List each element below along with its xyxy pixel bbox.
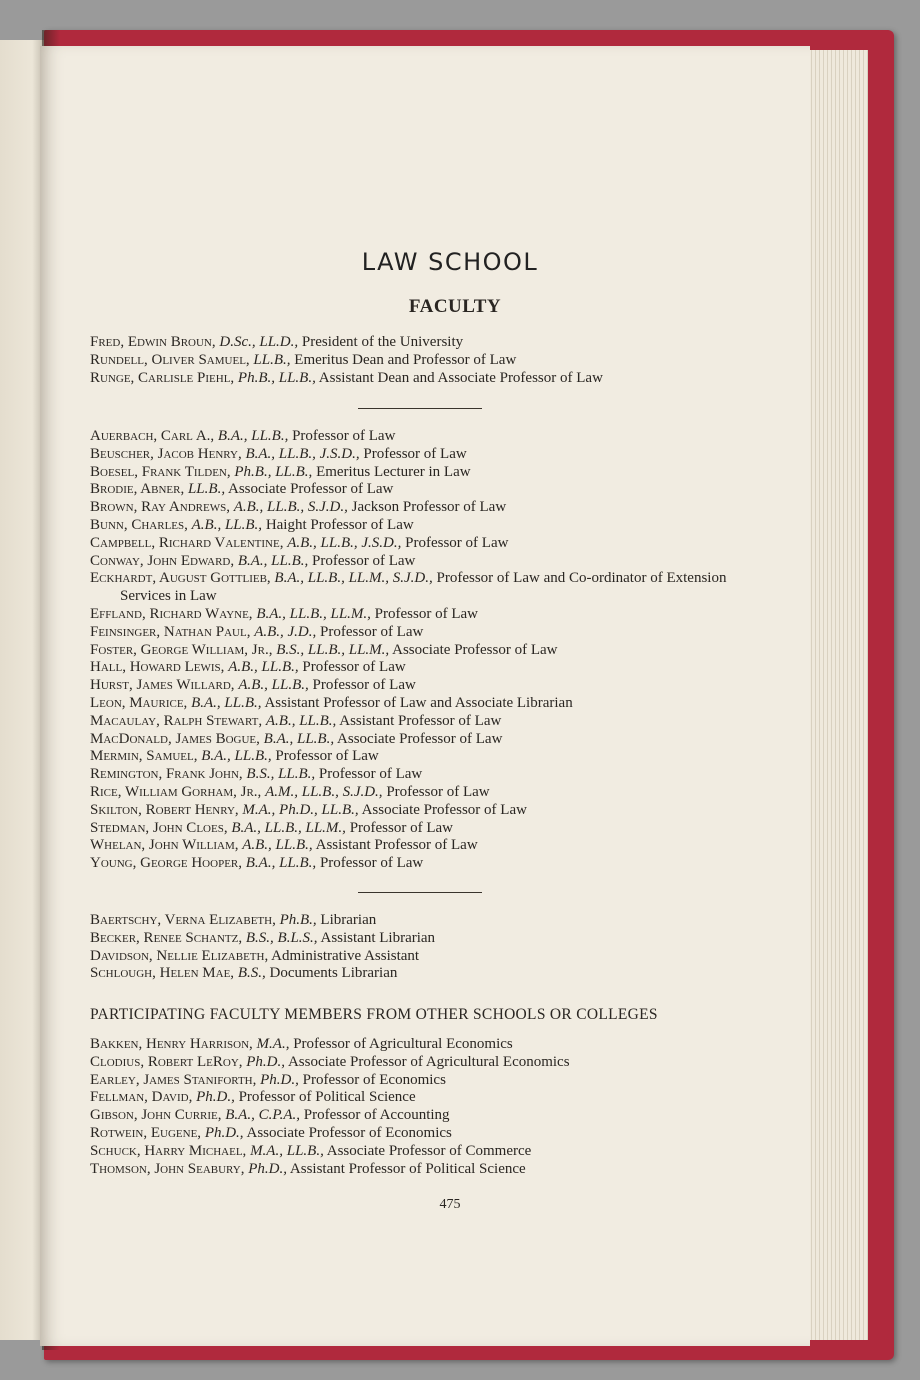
listing-entry [90, 820, 770, 838]
position-title: Emeritus Dean and Professor of Law [294, 351, 517, 368]
person-name: Davidson, Nellie Elizabeth, [90, 947, 269, 964]
position-title: Emeritus Lecturer in Law [316, 463, 471, 480]
degrees: A.B., J.D., [254, 623, 317, 640]
position-title: Professor of Economics [302, 1071, 446, 1088]
degrees: B.A., LL.B., [237, 552, 309, 569]
person-name: Feinsinger, Nathan Paul, [90, 623, 251, 640]
degrees: B.A., LL.B., [263, 730, 335, 747]
person-name: Baertschy, Verna Elizabeth, [90, 912, 276, 928]
person-name: Stedman, John Cloes, [90, 819, 228, 836]
position-title: Professor of Law [363, 445, 467, 462]
listing-entry [90, 802, 770, 820]
page-number: 475 [439, 1197, 461, 1212]
degrees: B.S., LL.B., [246, 766, 316, 783]
degrees: A.M., LL.B., S.J.D., [265, 783, 383, 800]
person-name: Beuscher, Jacob Henry, [90, 445, 242, 462]
degrees: A.B., LL.B., [228, 659, 299, 676]
person-name: Leon, Maurice, [90, 694, 188, 711]
listing-entry [90, 1161, 770, 1179]
person-name: Rundell, Oliver Samuel, [90, 351, 250, 368]
listing-entry [90, 428, 770, 446]
person-name: Brown, Ray Andrews, [90, 499, 230, 516]
degrees: B.A., LL.B., LL.M., [256, 605, 371, 622]
person-name: Mermin, Samuel, [90, 748, 198, 765]
position-title: Professor of Law [319, 855, 424, 872]
person-name: Gibson, John Currie, [90, 1107, 222, 1124]
person-name: Campbell, Richard Valentine, [90, 534, 284, 551]
person-name: Runge, Carlisle Piehl, [90, 369, 235, 386]
person-name: Remington, Frank John, [90, 766, 243, 783]
degrees: A.B., LL.B., J.S.D., [287, 534, 402, 551]
position-title: Professor of Law [292, 428, 396, 444]
listing-entry [90, 695, 770, 713]
listing-entry [90, 553, 770, 571]
degrees: LL.B., [187, 481, 226, 498]
listing-entry [90, 1107, 770, 1125]
position-title: Associate Professor of Law [228, 481, 394, 498]
position-title: Administrative Assistant [271, 947, 420, 964]
position-title: President of the University [301, 334, 464, 350]
position-title: Assistant Professor of Law [315, 837, 478, 854]
person-name: Clodius, Robert LeRoy, [90, 1053, 243, 1070]
degrees: B.A., LL.B., [191, 694, 262, 711]
degrees: A.B., LL.B., [238, 677, 309, 694]
listing-entry [90, 642, 770, 660]
listing-entry [90, 624, 770, 642]
listing-entry [90, 855, 770, 873]
person-name: Fred, Edwin Broun, [90, 334, 216, 350]
person-name: Macaulay, Ralph Stewart, [90, 712, 263, 729]
listing-entry [90, 930, 770, 948]
position-title: Professor of Law and Co-ordinator of Extension Services in Law [120, 570, 727, 605]
person-name: Bakken, Henry Harrison, [90, 1036, 253, 1052]
participating-heading: PARTICIPATING FACULTY MEMBERS FROM OTHER SCHOOLS OR COLLEGES [90, 1006, 658, 1023]
person-name: Earley, James Staniforth, [90, 1071, 257, 1088]
degrees: M.A., LL.B., [250, 1142, 324, 1159]
listing-entry [90, 499, 770, 517]
position-title: Professor of Law [302, 659, 406, 676]
degrees: A.B., LL.B., [265, 712, 337, 729]
section-divider [358, 408, 482, 409]
listing-entry [90, 948, 770, 966]
degrees: Ph.D., [260, 1071, 299, 1088]
listing-entry [90, 1072, 770, 1090]
position-title: Professor of Law [320, 623, 424, 640]
listing-entry [90, 1125, 770, 1143]
degrees: B.A., LL.B., LL.M., S.J.D., [274, 570, 433, 587]
section-divider [358, 892, 482, 893]
listing-entry [90, 446, 770, 464]
page-content [40, 46, 810, 1346]
position-title: Professor of Agricultural Economics [293, 1036, 513, 1052]
listing-entry [90, 731, 770, 749]
listing-entry [90, 1089, 770, 1107]
degrees: Ph.D., [248, 1160, 287, 1177]
person-name: Schlough, Helen Mae, [90, 965, 235, 982]
participating-faculty-list [90, 1036, 770, 1178]
listing-entry [90, 606, 770, 624]
position-title: Assistant Professor of Law [339, 712, 502, 729]
listing-entry [90, 1036, 770, 1054]
person-name: Fellman, David, [90, 1089, 193, 1106]
person-name: MacDonald, James Bogue, [90, 730, 260, 747]
position-title: Associate Professor of Law [337, 730, 503, 747]
position-title: Professor of Law [405, 534, 509, 551]
listing-entry [90, 784, 770, 802]
degrees: Ph.B., [279, 912, 317, 928]
listing-entry [90, 837, 770, 855]
faculty-heading: FACULTY [408, 296, 502, 317]
person-name: Rice, William Gorham, Jr., [90, 783, 262, 800]
listing-entry [90, 912, 770, 930]
position-title: Assistant Librarian [320, 929, 436, 946]
degrees: Ph.B., LL.B., [234, 463, 313, 480]
position-title: Professor of Law [349, 819, 453, 836]
person-name: Effland, Richard Wayne, [90, 605, 253, 622]
position-title: Professor of Law [374, 605, 478, 622]
degrees: M.A., [256, 1036, 290, 1052]
degrees: B.S., B.L.S., [245, 929, 318, 946]
person-name: Young, George Hooper, [90, 855, 242, 872]
degrees: Ph.B., LL.B., [237, 369, 316, 386]
degrees: B.A., C.P.A., [225, 1107, 300, 1124]
position-title: Professor of Law [386, 783, 490, 800]
person-name: Brodie, Abner, [90, 481, 185, 498]
listing-entry [90, 1143, 770, 1161]
position-title: Professor of Law [312, 677, 416, 694]
position-title: Associate Professor of Law [361, 801, 527, 818]
degrees: D.Sc., LL.D., [219, 334, 299, 350]
person-name: Foster, George William, Jr., [90, 641, 273, 658]
listing-entry [90, 464, 770, 482]
person-name: Whelan, John William, [90, 837, 239, 854]
person-name: Auerbach, Carl A., [90, 428, 215, 444]
position-title: Jackson Professor of Law [351, 499, 507, 516]
listing-entry [90, 517, 770, 535]
person-name: Boesel, Frank Tilden, [90, 463, 231, 480]
person-name: Bunn, Charles, [90, 516, 188, 533]
degrees: A.B., LL.B., [242, 837, 313, 854]
officers-list [90, 334, 770, 387]
person-name: Thomson, John Seabury, [90, 1160, 245, 1177]
position-title: Professor of Law [318, 766, 423, 783]
listing-entry [90, 370, 770, 388]
person-name: Hurst, James Willard, [90, 677, 235, 694]
position-title: Documents Librarian [269, 965, 398, 982]
listing-entry [90, 677, 770, 695]
degrees: B.A., LL.B., [201, 748, 272, 765]
position-title: Professor of Law [312, 552, 416, 569]
person-name: Skilton, Robert Henry, [90, 801, 239, 818]
listing-entry [90, 713, 770, 731]
position-title: Associate Professor of Commerce [326, 1142, 532, 1159]
degrees: A.B., LL.B., [191, 516, 263, 533]
position-title: Librarian [320, 912, 377, 928]
listing-entry [90, 481, 770, 499]
person-name: Rotwein, Eugene, [90, 1124, 202, 1141]
listing-entry [90, 334, 770, 352]
position-title: Associate Professor of Law [392, 641, 558, 658]
person-name: Conway, John Edward, [90, 552, 235, 569]
position-title: Haight Professor of Law [265, 516, 414, 533]
degrees: B.S., [237, 965, 266, 982]
person-name: Eckhardt, August Gottlieb, [90, 570, 271, 587]
listing-entry [90, 965, 770, 983]
position-title: Professor of Law [275, 748, 379, 765]
position-title: Associate Professor of Agricultural Economics [287, 1053, 570, 1070]
position-title: Professor of Accounting [303, 1107, 450, 1124]
listing-entry [90, 659, 770, 677]
degrees: B.A., LL.B., LL.M., [231, 819, 346, 836]
position-title: Assistant Professor of Political Science [289, 1160, 526, 1177]
position-title: Assistant Professor of Law and Associate Librarian [264, 694, 573, 711]
degrees: Ph.D., [196, 1089, 235, 1106]
book-page [40, 46, 810, 1346]
faculty-list [90, 428, 770, 873]
degrees: Ph.D., [204, 1124, 244, 1141]
listing-entry [90, 352, 770, 370]
degrees: B.A., LL.B., [245, 855, 317, 872]
listing-entry [90, 535, 770, 553]
listing-entry [90, 748, 770, 766]
page-title: LAW SCHOOL [361, 248, 539, 276]
listing-entry [90, 766, 770, 784]
position-title: Associate Professor of Economics [246, 1124, 452, 1141]
listing-entry [90, 570, 770, 606]
person-name: Schuck, Harry Michael, [90, 1142, 247, 1159]
position-title: Assistant Dean and Associate Professor of Law [318, 369, 603, 386]
degrees: B.A., LL.B., [217, 428, 289, 444]
listing-entry [90, 1054, 770, 1072]
degrees: A.B., LL.B., S.J.D., [233, 499, 348, 516]
degrees: B.S., LL.B., LL.M., [276, 641, 390, 658]
degrees: B.A., LL.B., J.S.D., [245, 445, 360, 462]
person-name: Hall, Howard Lewis, [90, 659, 225, 676]
degrees: Ph.D., [246, 1053, 286, 1070]
position-title: Professor of Political Science [238, 1089, 416, 1106]
person-name: Becker, Renee Schantz, [90, 929, 243, 946]
library-staff-list [90, 912, 770, 983]
degrees: LL.B., [253, 351, 291, 368]
degrees: M.A., Ph.D., LL.B., [242, 801, 359, 818]
